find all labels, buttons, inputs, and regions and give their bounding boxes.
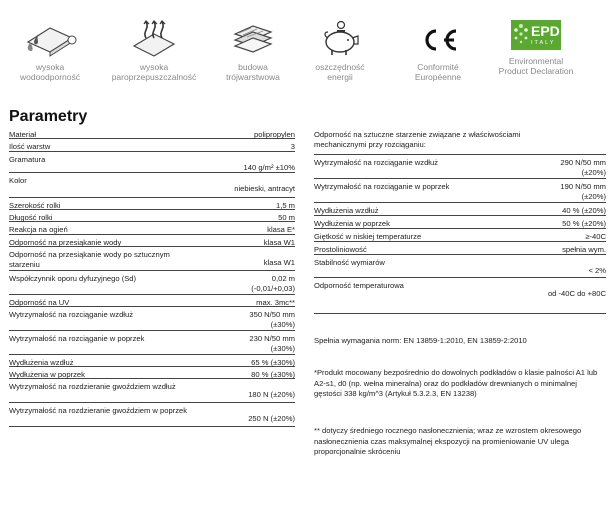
parameter-label: Ilość warstw [9, 142, 51, 151]
ce-mark-icon [408, 20, 468, 58]
page-title: Parametry [9, 108, 88, 125]
parameter-label: Długość rolki [9, 213, 53, 222]
feature-label: wysoka wodoodporność [19, 62, 80, 82]
epd-logo-text: EPD [531, 23, 560, 39]
feature-label: budowa trójwarstwowa [226, 62, 280, 82]
parameter-label: Wytrzymałość na rozdzieranie gwoździem wzdłuż [9, 382, 176, 391]
parameters-table-left [9, 127, 295, 427]
feature-ce [388, 0, 488, 82]
table-row [9, 139, 295, 152]
table-row [314, 203, 606, 216]
parameter-value-main: 0,02 m [271, 274, 295, 283]
parameter-value-tolerance: (±20%) [581, 192, 606, 201]
parameter-value [548, 289, 606, 299]
parameter-value-main: ≥-40C [585, 232, 606, 241]
parameter-value [248, 414, 295, 424]
table-row [9, 210, 295, 222]
table-row [314, 255, 606, 278]
table-row [9, 331, 295, 355]
table-row [9, 307, 295, 331]
parameter-label: Wytrzymałość na rozdzieranie gwoździem w poprzek [9, 406, 188, 415]
parameter-value [588, 266, 606, 276]
parameter-value-main: od -40C do +80C [547, 289, 606, 298]
parameter-value-main: 80 % (±30%) [251, 370, 295, 379]
feature-waterproof [0, 0, 100, 82]
feature-label: Conformité Européenne [414, 62, 462, 82]
table-row [314, 155, 606, 179]
parameter-value-main: 65 % (±30%) [251, 358, 295, 367]
parameter-value [244, 163, 295, 173]
parameter-value-main: 230 N/50 mm [249, 334, 295, 343]
parameter-value-tolerance: (±20%) [581, 168, 606, 177]
vapor-permeable-icon [124, 20, 184, 58]
parameter-label: Wydłużenia wzdłuż [314, 206, 379, 215]
table-row [9, 367, 295, 379]
table-row [9, 152, 295, 173]
parameter-value-main: 290 N/50 mm [560, 158, 606, 167]
parameter-value [562, 206, 606, 216]
table-row [9, 403, 295, 427]
table-row [314, 229, 606, 242]
parameter-value-main: 140 g/m² ±10% [243, 163, 295, 172]
parameter-label: Wytrzymałość na rozciąganie w poprzek [9, 334, 145, 343]
table-row [9, 235, 295, 247]
parameter-label: Wydłużenia wzdłuż [9, 358, 74, 367]
footnote-uv: ** dotyczy średniego rocznego nasłonecznienia; wraz ze wzrostem okresowego nasłonecznienia czas maksymalnej ekspozycji na promieniowanie UV ulega proporcjonalnie skróceniu [314, 426, 582, 456]
parameter-value-main: 40 % (±20%) [562, 206, 606, 215]
parameter-value [267, 225, 295, 235]
parameter-value [585, 232, 606, 242]
parameter-label: Odporność temperaturowa [314, 281, 404, 290]
parameter-label: Wytrzymałość na rozciąganie wzdłuż [9, 310, 134, 319]
parameter-value-main: polipropylen [254, 130, 295, 139]
parameter-value-main: 190 N/50 mm [560, 182, 606, 191]
parameter-label: Kolor [9, 176, 27, 185]
parameter-label: Współczynnik oporu dyfuzyjnego (Sd) [9, 274, 137, 283]
feature-label: wysoka paroprzepuszczalność [111, 62, 197, 82]
parameter-label: Giętkość w niskiej temperaturze [314, 232, 422, 241]
parameter-value-main: max. 3mc** [256, 298, 295, 307]
parameter-value-main: klasa W1 [263, 258, 295, 267]
parameter-value-main: 250 N (±20%) [248, 414, 295, 423]
table-row [9, 127, 295, 139]
parameter-value-main: 50 % (±20%) [562, 219, 606, 228]
parameter-label: Wydłużenia w poprzek [314, 219, 390, 228]
feature-layers [203, 0, 303, 82]
table-row [9, 295, 295, 307]
parameter-value-main: spełnia wym. [562, 245, 606, 254]
parameter-label: Odporność na przesiąkanie wody po sztucznym starzeniu [9, 250, 170, 269]
parameter-value-main: < 2% [588, 266, 606, 275]
parameter-label: Odporność na przesiąkanie wody [9, 238, 122, 247]
parameter-value-main: 350 N/50 mm [249, 310, 295, 319]
table-row [9, 271, 295, 295]
parameter-value-main: 50 m [278, 213, 295, 222]
waterproof-icon [20, 20, 80, 58]
parameter-value [560, 182, 606, 202]
table-row [9, 247, 295, 271]
table-row [9, 222, 295, 235]
parameter-label: Prostoliniowość [314, 245, 367, 254]
parameter-value-main: klasa W1 [263, 238, 295, 247]
parameter-value-main: niebieski, antracyt [234, 184, 295, 193]
parameter-value-main: klasa E* [267, 225, 295, 234]
parameter-label: Stabilność wymiarów [314, 258, 385, 267]
parameter-value [291, 142, 295, 152]
parameter-value [234, 184, 295, 194]
parameter-value-tolerance: (-0,01/+0,03) [251, 284, 295, 293]
table-row [314, 278, 606, 314]
layers-icon [223, 20, 283, 58]
table-row [9, 198, 295, 210]
parameter-value [249, 334, 295, 354]
epd-logo-subtext: ITALY [531, 40, 556, 46]
parameter-value [264, 258, 295, 268]
parameter-label: Wydłużenia w poprzek [9, 370, 85, 379]
feature-epd [486, 0, 586, 76]
parameter-value [251, 274, 295, 294]
parameter-label: Szerokość rolki [9, 201, 61, 210]
parameter-label: Reakcja na ogień [9, 225, 68, 234]
parameter-value [562, 219, 606, 229]
feature-icons-row [0, 0, 616, 104]
parameter-label: Odporność na UV [9, 298, 70, 307]
parameter-value-main: 180 N (±20%) [248, 390, 295, 399]
parameter-value [249, 310, 295, 330]
parameters-table-right [314, 127, 606, 314]
footnote-fire: *Produkt mocowany bezpośrednio do dowolnych podkładów o klasie palności A1 lub A2-s1, d0 (np. wełna mineralna) oraz do podkładów drewnianych o minimalnej gęstości 338 kg/m^3 (Artykuł 5.3.2.3, EN 13238) [314, 368, 598, 398]
parameter-label: Wytrzymałość na rozciąganie wzdłuż [314, 158, 439, 167]
feature-label: oszczędność energii [315, 62, 365, 82]
table-row [9, 355, 295, 367]
table-row [9, 379, 295, 403]
aging-section-header: Odporność na sztuczne starzenie związane z właściwościami mechanicznymi przy rozciąganiu: [314, 127, 606, 155]
table-row [314, 216, 606, 229]
feature-vapor [104, 0, 204, 82]
parameter-value [560, 158, 606, 178]
feature-label: Environmental Product Declaration [498, 56, 574, 76]
parameter-value-tolerance: (±30%) [270, 344, 295, 353]
parameter-value-main: 3 [290, 142, 295, 151]
standard-note: Spełnia wymagania norm: EN 13859-1:2010, EN 13859-2:2010 [314, 336, 527, 345]
parameter-value [562, 245, 606, 255]
table-row [314, 242, 606, 255]
epd-logo-icon [511, 20, 561, 50]
parameter-value-main: 1,5 m [276, 201, 295, 210]
table-row [314, 179, 606, 203]
parameter-label: Gramatura [9, 155, 46, 164]
parameter-value-tolerance: (±30%) [270, 320, 295, 329]
parameter-label: Materiał [9, 130, 37, 139]
feature-energy [290, 0, 390, 82]
table-row [9, 173, 295, 198]
parameter-label: Wytrzymałość na rozciąganie w poprzek [314, 182, 450, 191]
parameter-value [248, 390, 295, 400]
piggy-bank-icon [310, 20, 370, 58]
